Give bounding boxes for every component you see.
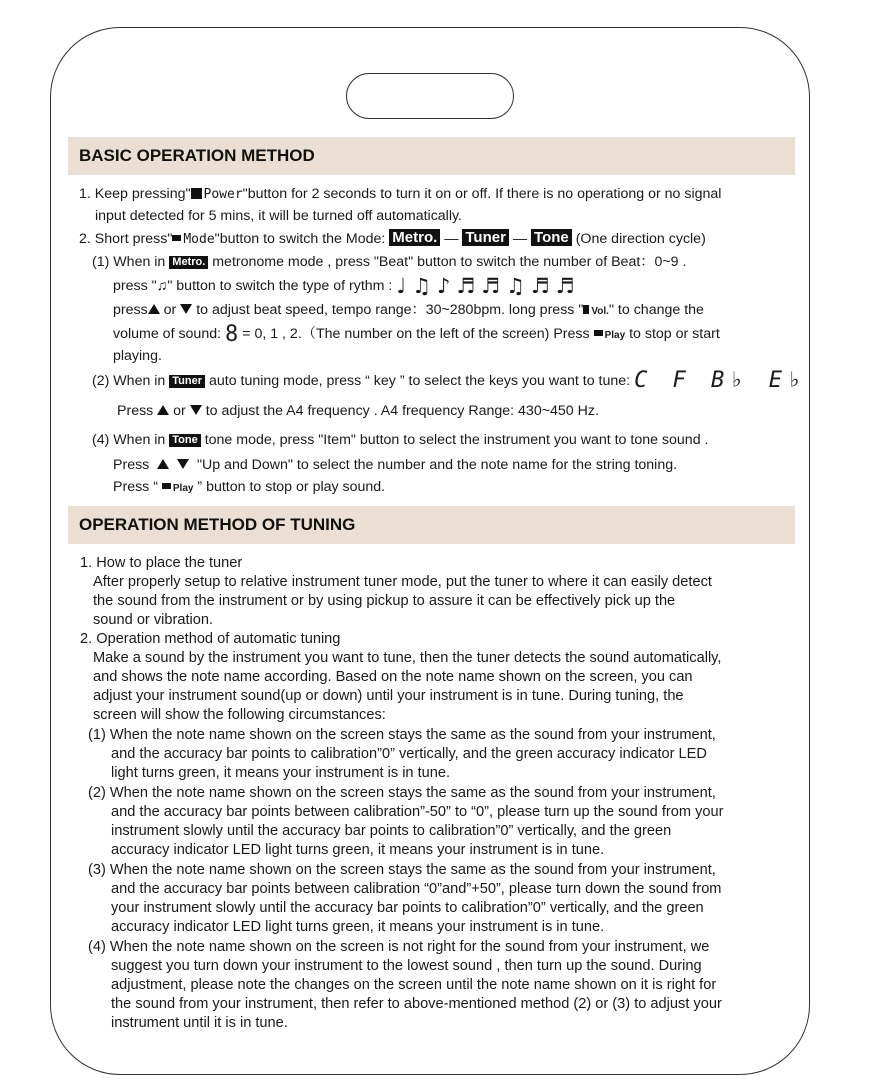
tuner-badge-small: Tuner: [169, 375, 205, 388]
tone-line-1: [92, 431, 708, 449]
play-key-icon: [162, 483, 171, 489]
text: " button to switch the type of rythm :: [167, 278, 393, 294]
play-key-label: Play: [172, 483, 194, 494]
section-title: BASIC OPERATION METHOD: [79, 146, 315, 165]
text: = 0, 1 , 2.（The number on the left of the screen) Press: [242, 326, 590, 342]
tuning-line: accuracy indicator LED light turns green, it means your instrument is in tune.: [111, 842, 605, 858]
rhythm-types-icon: ♩♫♪♬♬♫♬♬: [396, 274, 581, 298]
text: " to change the: [608, 302, 704, 318]
text: Press: [117, 403, 154, 419]
text: playing.: [113, 348, 162, 364]
metro-line-2: [113, 274, 581, 298]
text: volume of sound:: [113, 326, 222, 342]
section-header-tuning: [68, 506, 795, 544]
down-arrow-icon: [177, 459, 189, 469]
tuning-line: light turns green, it means your instrument is in tune.: [111, 765, 451, 781]
tuning-line: (3) When the note name shown on the screen stays the same as the sound from your instrument,: [88, 862, 716, 878]
tuning-line: adjustment, please note the changes on the screen until the note name shown on it is right for: [111, 977, 717, 993]
text: (2) When in: [92, 373, 166, 389]
text: press ": [113, 278, 157, 294]
rhythm-key-icon: ♫: [156, 278, 168, 294]
tuning-line: (2) When the note name shown on the screen stays the same as the sound from your instrument,: [88, 785, 716, 801]
tone-line-3: [113, 478, 385, 498]
tuning-line: and the accuracy bar points between calibration”-50” to “0”, please turn up the sound from your: [111, 804, 724, 820]
step-1-line-1: [79, 185, 721, 204]
step-2-line: [79, 229, 706, 249]
play-key-icon: [594, 330, 603, 336]
arrow-dash: —: [444, 231, 459, 247]
text: tone mode, press "Item" button to select the instrument you want to tone sound .: [204, 432, 709, 448]
section-header-basic: [68, 137, 795, 175]
mode-tuner-badge: Tuner: [462, 229, 509, 246]
metro-line-5: [113, 347, 162, 365]
tone-line-2: [113, 456, 677, 474]
tuning-line: 1. How to place the tuner: [80, 555, 243, 571]
mode-key-icon: [172, 235, 181, 241]
text: "button for 2 seconds to turn it on or off. If there is no operationg or no signal: [242, 186, 722, 202]
text: Press “: [113, 479, 158, 495]
down-arrow-icon: [180, 304, 192, 314]
text: 1. Keep pressing": [79, 186, 191, 202]
text: press: [113, 302, 148, 318]
text: metronome mode , press "Beat" button to switch the number of Beat：0~9 .: [212, 254, 687, 270]
tuning-line: adjust your instrument sound(up or down) until your instrument is in tune. During tuning, the: [93, 688, 684, 704]
tuning-line: instrument slowly until the accuracy bar points to calibration”0” vertically, and the green: [111, 823, 672, 839]
mode-tone-badge: Tone: [531, 229, 572, 246]
text: "Up and Down" to select the number and the note name for the string toning.: [196, 457, 678, 473]
text: Press: [113, 457, 150, 473]
tuning-line: accuracy indicator LED light turns green, it means your instrument is in tune.: [111, 919, 605, 935]
tuning-line: instrument until it is in tune.: [111, 1015, 288, 1031]
metro-line-1: [92, 253, 686, 271]
hang-hole: [346, 73, 514, 119]
text: "button to switch the Mode:: [214, 231, 386, 247]
tuning-line: (1) When the note name shown on the screen stays the same as the sound from your instrument,: [88, 727, 716, 743]
up-arrow-icon: [148, 304, 160, 314]
tuning-line: and the accuracy bar points to calibration”0” vertically, and the green accuracy indicator LED: [111, 746, 707, 762]
text: or: [163, 302, 177, 318]
vol-key-icon: [583, 305, 589, 314]
tuning-line: Make a sound by the instrument you want to tune, then the tuner detects the sound automatically,: [93, 650, 722, 666]
metro-line-3: [113, 301, 704, 321]
text: auto tuning mode, press “ key ” to select the keys you want to tune:: [208, 373, 631, 389]
tuner-line-1: [92, 368, 808, 393]
text: (One direction cycle): [575, 231, 706, 247]
down-arrow-icon: [190, 405, 202, 415]
tuning-line: the sound from your instrument, then refer to above-mentioned method (2) or (3) to adjust your: [111, 996, 722, 1012]
arrow-dash: —: [512, 231, 528, 247]
power-key-icon: [191, 188, 202, 199]
text: input detected for 5 mins, it will be turned off automatically.: [95, 208, 462, 224]
power-key-label: Power: [203, 187, 243, 202]
lcd-digit-icon: 8: [225, 322, 239, 347]
up-arrow-icon: [157, 459, 169, 469]
tuning-line: screen will show the following circumstances:: [93, 707, 386, 723]
lcd-keys-icon: C F B♭ E♭: [634, 368, 808, 393]
step-1-line-2: [95, 207, 462, 225]
section-title: OPERATION METHOD OF TUNING: [79, 515, 356, 534]
up-arrow-icon: [157, 405, 169, 415]
play-key-label: Play: [604, 330, 626, 341]
tuning-line: and shows the note name according. Based on the note name shown on the screen, you can: [93, 669, 693, 685]
text: ” button to stop or play sound.: [197, 479, 386, 495]
text: (4) When in: [92, 432, 166, 448]
tuning-line: your instrument slowly until the accuracy bar points to calibration”0” vertically, and the green: [111, 900, 704, 916]
text: or: [173, 403, 186, 419]
tuning-line: suggest you turn down your instrument to the lowest sound , then turn up the sound. During: [111, 958, 702, 974]
tuning-line: and the accuracy bar points between calibration “0”and”+50”, please turn down the sound from: [111, 881, 722, 897]
text: 2. Short press": [79, 231, 173, 247]
text: to adjust beat speed, tempo range：30~280bpm. long press ": [196, 302, 584, 318]
tuning-line: (4) When the note name shown on the screen is not right for the sound from your instrument, we: [88, 939, 710, 955]
tuner-line-2: [117, 402, 599, 420]
text: to adjust the A4 frequency . A4 frequency Range: 430~450 Hz.: [205, 403, 599, 419]
text: (1) When in: [92, 254, 166, 270]
tuning-line: After properly setup to relative instrument tuner mode, put the tuner to where it can easily detect: [93, 574, 712, 590]
mode-key-label: Mode: [183, 232, 215, 247]
tuning-line: 2. Operation method of automatic tuning: [80, 631, 341, 647]
metro-badge-small: Metro.: [169, 256, 208, 269]
tuning-line: sound or vibration.: [93, 612, 214, 628]
tuning-line: the sound from the instrument or by using pickup to assure it can be effectively pick up the: [93, 593, 676, 609]
vol-key-label: Vol.: [591, 306, 609, 317]
metro-line-4: [113, 322, 720, 347]
text: to stop or start: [629, 326, 720, 342]
mode-metro-badge: Metro.: [389, 229, 440, 246]
tone-badge-small: Tone: [169, 434, 200, 447]
